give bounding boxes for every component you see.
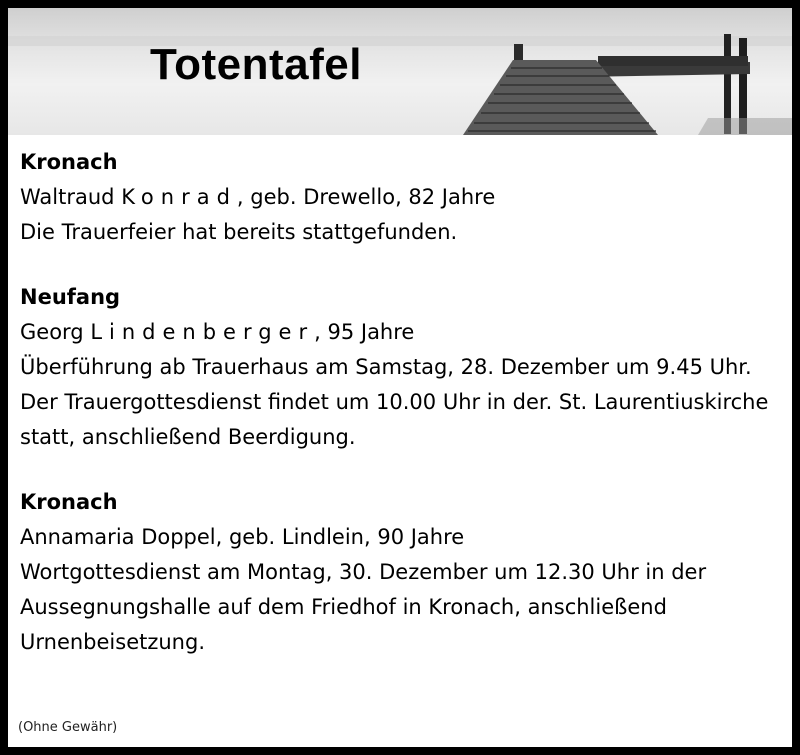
entries-list — [20, 145, 785, 690]
entry-details: Wortgottesdienst am Montag, 30. Dezember um 12.30 Uhr in der Aussegnungshalle auf dem Friedhof in Kronach, anschließend Urnenbeisetzung. — [20, 560, 707, 654]
entry — [20, 485, 785, 660]
page-title: Totentafel — [150, 40, 362, 89]
entry — [20, 280, 785, 455]
entry-details: Die Trauerfeier hat bereits stattgefunden. — [20, 220, 458, 244]
entry-place: Kronach — [20, 490, 118, 514]
entry-place: Kronach — [20, 150, 118, 174]
entry-name-line — [20, 180, 785, 215]
header-banner — [8, 8, 792, 135]
entry — [20, 145, 785, 250]
given-name: Georg — [20, 320, 91, 344]
given-name: Waltraud — [20, 185, 122, 209]
disclaimer: (Ohne Gewähr) — [18, 720, 118, 735]
surname: Konrad — [121, 185, 237, 209]
name-suffix: , 95 Jahre — [314, 320, 415, 344]
surname: Lindenberger — [90, 320, 315, 344]
pier-photo — [8, 8, 792, 135]
entry-place: Neufang — [20, 285, 121, 309]
entry-name-line: Annamaria Doppel, geb. Lindlein, 90 Jahre — [20, 525, 465, 549]
name-suffix: , geb. Drewello, 82 Jahre — [236, 185, 496, 209]
entry-details: Überführung ab Trauerhaus am Samstag, 28. Dezember um 9.45 Uhr. Der Trauergottesdienst findet um 10.00 Uhr in der. St. Laurentiuskirche statt, anschließend Beerdigung. — [20, 355, 769, 449]
entry-name-line — [20, 315, 785, 350]
